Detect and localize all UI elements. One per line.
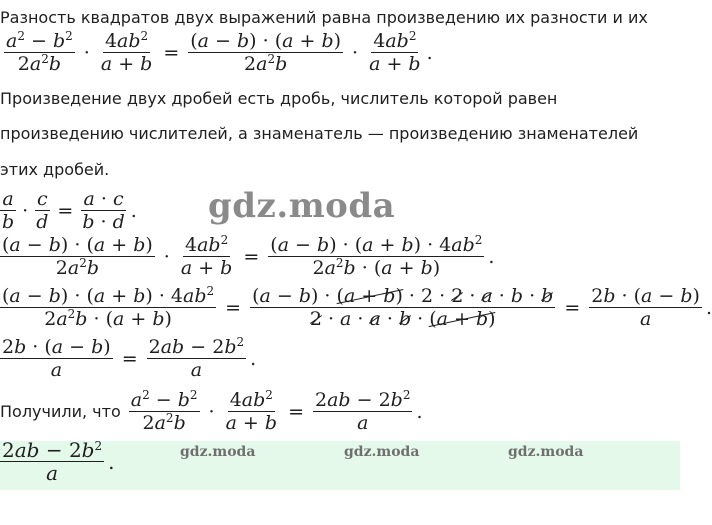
result-prefix: Получили, что (0, 401, 121, 421)
fraction: $\frac{(a - b) \cdot (a + b) \cdot 4ab^2}{2a^2b \cdot (a + b)}$ (2, 284, 215, 330)
fraction: $\frac{2ab - 2b^2}{a}$ (148, 335, 245, 381)
result-statement: Получили, что $\frac{a^2 - b^2}{2a^2b}$ · $\frac{4ab^2}{a + b}$ = $\frac{2ab - 2b^2}{a}$ . (0, 388, 423, 434)
fraction: $\frac{c}{d}$ (36, 188, 49, 233)
fraction-with-cancellations: $\frac{(a - b) \cdot (a + b) \cdot 2 \cdot 2 \cdot a \cdot b \cdot b}{2 \cdot a \cdot a \cdot b \cdot (a + b)}$ (252, 285, 554, 330)
fraction: $\frac{2b \cdot (a - b)}{a}$ (591, 285, 700, 330)
fraction: $\frac{4ab^2}{a + b}$ (180, 233, 233, 279)
rule-text-line-3: этих дробей. (0, 160, 110, 179)
equation-cancellation: $\frac{(a - b) \cdot (a + b) \cdot 4ab^2}{2a^2b \cdot (a + b)}$ = $\frac{(a - b) \cdot (a + b) \cdot 2 \cdot 2 \cdot a \cdot b \cdot b}{2 \cdot a \cdot a \cdot b \cdot (a + b)}$ = $\frac{2b \cdot (a - b)}{a}$ . (2, 284, 712, 330)
fraction: $\frac{a^2 - b^2}{2a^2b}$ (6, 29, 73, 75)
fraction: $\frac{2b \cdot (a - b)}{a}$ (2, 336, 111, 381)
rule-text-line-1: Произведение двух дробей есть дробь, числитель которой равен (0, 89, 558, 108)
fraction: $\frac{2ab - 2b^2}{a}$ (314, 388, 411, 434)
fraction: $\frac{(a - b) \cdot (a + b)}{2a^2b}$ (190, 30, 342, 75)
intro-text: Разность квадратов двух выражений равна произведению их разности и их (0, 8, 648, 27)
fraction: $\frac{2ab - 2b^2}{a}$ (2, 438, 103, 485)
rule-text-line-2: произведению числителей, а знаменатель — произведению знаменателей (0, 124, 639, 143)
watermark-small: gdz.moda (180, 444, 256, 460)
equation-fraction-product-rule: $\frac{a}{b}$ · $\frac{c}{d}$ = $\frac{a \cdot c}{b \cdot d}$ . (2, 188, 137, 233)
equation-multiply-fractions: $\frac{(a - b) \cdot (a + b)}{2a^2b}$ · $\frac{4ab^2}{a + b}$ = $\frac{(a - b) \cdot (a + b) \cdot 4ab^2}{2a^2b \cdot (a + b)}$ . (2, 233, 495, 279)
fraction: $\frac{4ab^2}{a + b}$ (225, 388, 278, 434)
fraction: $\frac{a \cdot c}{b \cdot d}$ (82, 188, 125, 233)
equation-difference-of-squares: $\frac{a^2 - b^2}{2a^2b}$ · $\frac{4ab^2}{a + b}$ = $\frac{(a - b) \cdot (a + b)}{2a^2b}$ · $\frac{4ab^2}{a + b}$ . (6, 29, 433, 75)
watermark-small: gdz.moda (344, 444, 420, 460)
fraction: $\frac{a}{b}$ (2, 188, 15, 233)
fraction: $\frac{a^2 - b^2}{2a^2b}$ (130, 388, 198, 434)
equation-expand: $\frac{2b \cdot (a - b)}{a}$ = $\frac{2ab - 2b^2}{a}$ . (2, 335, 257, 381)
fraction: $\frac{4ab^2}{a + b}$ (100, 29, 153, 75)
fraction: $\frac{(a - b) \cdot (a + b)}{2a^2b}$ (2, 234, 153, 279)
fraction: $\frac{(a - b) \cdot (a + b) \cdot 4ab^2}{2a^2b \cdot (a + b)}$ (270, 233, 483, 279)
answer-formula: $\frac{2ab - 2b^2}{a}$ . (2, 438, 115, 485)
watermark-small: gdz.moda (508, 444, 584, 460)
watermark-logo: gdz.moda (208, 186, 396, 226)
fraction: $\frac{4ab^2}{a + b}$ (369, 29, 421, 75)
